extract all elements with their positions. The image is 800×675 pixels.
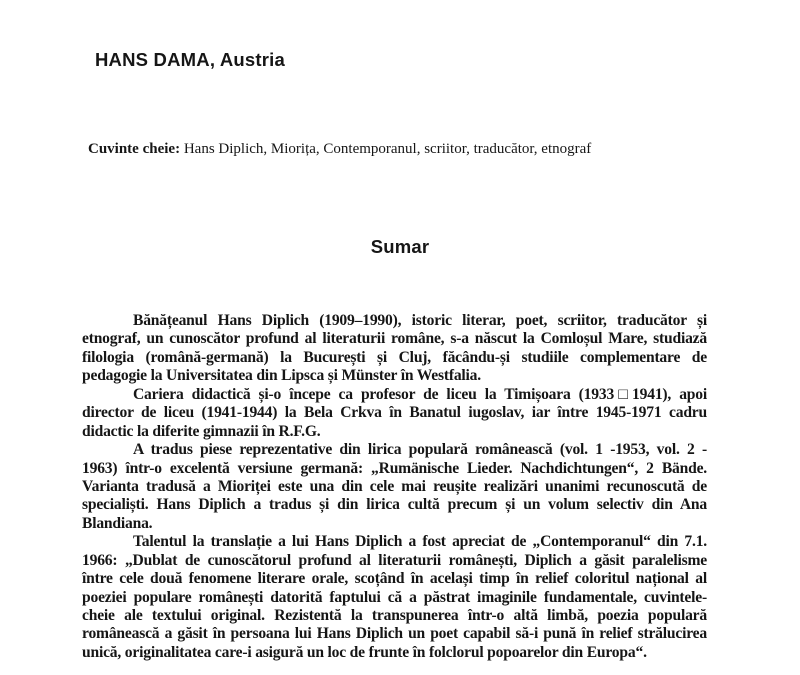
body-line: Bănățeanul Hans Diplich (1909–1990), istoric literar, poet, scriitor, traducător și	[133, 312, 707, 329]
body-line: filologia (română-germană) la București și Cluj, făcându-și studiile complementare de	[82, 348, 707, 366]
body-line: didactic la diferite gimnazii în R.F.G.	[82, 422, 321, 440]
body-line: 1963) într-o excelentă versiune germană: „Rumänische Lieder. Nachdichtungen“, 2 Bände.	[82, 459, 707, 477]
body-line: etnograf, un cunoscător profund al literaturii române, s-a născut la Comloșul Mare, studiază	[82, 330, 707, 348]
keywords-line	[88, 141, 738, 158]
keywords-label: Cuvinte cheie:	[88, 141, 181, 157]
body-line: Talentul la translație a lui Hans Diplich a fost apreciat de „Contemporanul“ din 7.1.	[133, 533, 707, 551]
summary-body	[82, 312, 707, 662]
body-line: Blandiana.	[82, 514, 153, 532]
body-line: 1966: „Dublat de cunoscătorul profund al literaturii românești, Diplich a găsit paralelisme	[82, 551, 707, 569]
body-line: Varianta tradusă a Mioriței este una din cele mai reușite realizări unanimi recunoscută de	[82, 477, 707, 495]
body-line: A tradus piese reprezentative din lirica populară românească (vol. 1 -1953, vol. 2 -	[133, 441, 707, 459]
body-line: între cele două fenomene literare orale, scoțând în același timp în relief coloritul național al	[82, 570, 707, 588]
body-line: director de liceu (1941-1944) la Bela Crkva în Banatul iugoslav, iar între 1945-1971 cadru	[82, 404, 707, 422]
section-title: Sumar	[370, 236, 430, 257]
body-line: românească a găsit în persoana lui Hans Diplich un poet capabil să-i pună în relief strălucirea	[82, 625, 707, 643]
body-line: Cariera didactică și-o începe ca profesor de liceu la Timișoara (1933□1941), apoi	[133, 385, 707, 403]
keywords-text: Hans Diplich, Miorița, Contemporanul, scriitor, traducător, etnograf	[180, 141, 592, 157]
body-line: cheie ale textului original. Rezistentă la transpunerea într-o altă limbă, poezia populară	[82, 607, 707, 624]
author-line: HANS DAMA, Austria	[95, 49, 285, 70]
body-line: poeziei populare românești datorită faptului că a păstrat imaginile fundamentale, cuvintele-	[82, 588, 707, 606]
body-line: specialiști. Hans Diplich a tradus și din lirica cultă precum și un volum selectiv din Ana	[82, 496, 707, 514]
body-line: pedagogie la Universitatea din Lipsca și Münster în Westfalia.	[82, 367, 481, 385]
body-line: unică, originalitatea care-i asigură un loc de frunte în folclorul popoarelor din Europa“.	[82, 643, 647, 661]
